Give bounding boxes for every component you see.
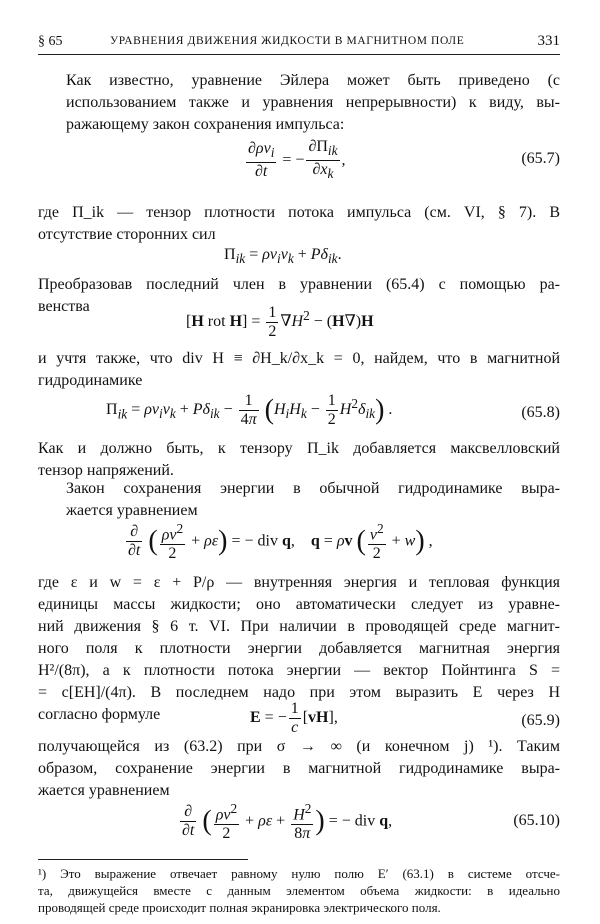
running-header (38, 32, 560, 55)
equation-rot-identity: [H rot H] = $\frac{1}{2}$ $\nabla H^2 - (H\nabla)H$ (186, 304, 374, 340)
footnote-divider (38, 859, 248, 860)
paragraph-energy-law: Закон сохранения энергии в обычной гидродинамике выра- жается уравнением (66, 480, 560, 519)
footnote: ¹) Это выражение отвечает равному нулю полю E′ (63.1) в системе отсче- та, движущейся вместе с данным элементом объема жидкости: в идеально проводящей среде происходит полная экранировка электрического поля. (38, 866, 560, 915)
paragraph-energy-mhd: получающейся из (63.2) при σ → ∞ (и конечном j) ¹). Таким образом, сохранение энергии в магнитной гидродинамике выра- жается уравнением (38, 738, 560, 799)
equation-number: (65.8) (521, 404, 560, 421)
book-page (38, 22, 560, 915)
paragraph-euler: Как известно, уравнение Эйлера может быть приведено (с использованием также и уравнения непрерывности) к виду, вы- ражающему закон сохранения импульса: (66, 72, 560, 133)
paragraph-divergence: и учтя также, что div H ≡ ∂H_k/∂x_k = 0, найдем, что в магнитной гидродинамике (38, 350, 560, 389)
paragraph-maxwell-tensor: Как и должно быть, к тензору Π_ik добавляется максвелловский тензор напряжений. (38, 440, 560, 479)
equation-65-8: $\Pi_{ik} = \rho v_iv_k + P\delta_{ik}$ − $\frac{1}{4\pi}$ ($H_iH_k$ − $\frac{1}{2}$ $H^2\delta_{ik}$) . (106, 392, 393, 428)
equation-number: (65.10) (513, 812, 560, 829)
equation-65-10: $\frac{\partial}{\partial t}$ ( $\frac{\rho v^2}{2}$ + ρε + $\frac{H^2}{8\pi}$ ) = − div q, (182, 801, 393, 843)
equation-number: (65.9) (521, 712, 560, 729)
section-number: § 65 (38, 34, 63, 49)
equation-pi-ik: $\Pi_{ik} = \rho v_iv_k + P\delta_{ik}$. (224, 246, 342, 267)
equation-65-7: $\frac{\partial\rho v_i}{\partial t}$ = − $\frac{\partial\Pi_{ik}}{\partial x_k}$ , (248, 138, 346, 182)
paragraph-momentum-tensor: где Π_ik — тензор плотности потока импульса (см. VI, § 7). В отсутствие сторонних сил (38, 204, 560, 243)
paragraph-enthalpy: где ε и w = ε + P/ρ — внутренняя энергия и тепловая функция единицы массы жидкости; оно автоматически следует из уравне- ний движения § 6 т. VI. При наличии в проводящей среде магнит- ного поля к плотности энергии добавляется магнитная энергия H²/(8π), а к плотности потока энергии — вектор Пойнтинга S = = c[EH]/(4π). В последнем надо при этом выразить E через H согласно формуле (38, 574, 560, 723)
chapter-title: УРАВНЕНИЯ ДВИЖЕНИЯ ЖИДКОСТИ В МАГНИТНОМ ПОЛЕ (110, 35, 465, 47)
equation-number: (65.7) (521, 150, 560, 167)
paragraph-transform: Преобразовав последний член в уравнении (65.4) с помощью ра- венства (38, 276, 560, 315)
equation-energy-hydro: $\frac{\partial}{\partial t}$ ( $\frac{\rho v^2}{2}$ + ρε) = − div q, q = ρv ( $\frac{v^2}{2}$ + w) , (128, 521, 433, 563)
equation-65-9: E = − $\frac{1}{c}$ [vH], (250, 700, 338, 736)
page-number: 331 (537, 33, 560, 49)
